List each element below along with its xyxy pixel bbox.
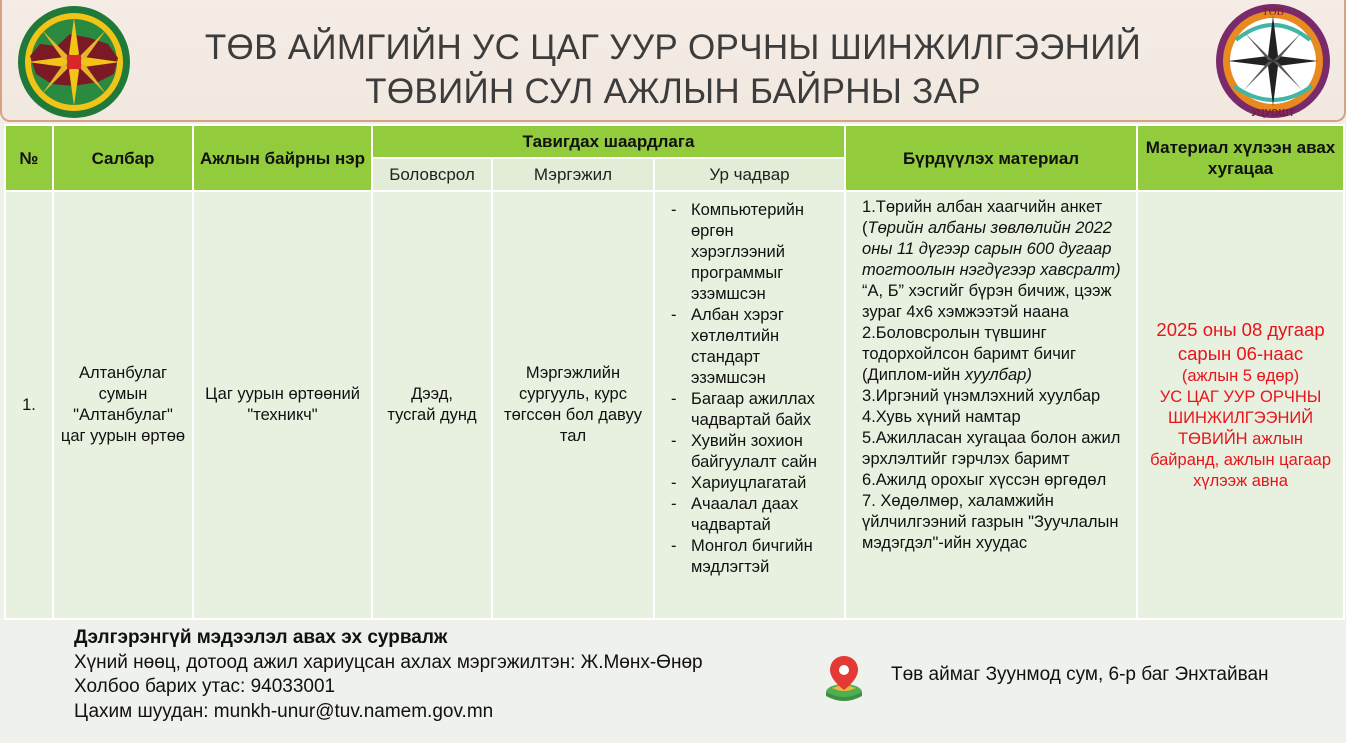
title-line-1: ТӨВ АЙМГИЙН УС ЦАГ УУР ОРЧНЫ ШИНЖИЛГЭЭНИЙ <box>204 28 1142 67</box>
skill-item: - Багаар ажиллах чадвартай байх <box>671 389 832 431</box>
document-item-3: 3.Иргэний үнэмлэхний хуулбар <box>862 387 1101 405</box>
logo-bottom-text: УЦУОШТ <box>1251 108 1295 119</box>
document-item-6: 6.Ажилд орохыг хүссэн өргөдөл <box>862 471 1107 489</box>
row-profession: Мэргэжлийн сургууль, курс төгссөн бол давуу тал <box>492 191 654 619</box>
deadline-date: 2025 оны 08 дугаар <box>1156 319 1325 340</box>
contact-email: Цахим шуудан: munkh-unur@tuv.namem.gov.mn <box>74 700 494 722</box>
row-deadline <box>1137 191 1344 619</box>
deadline-duration: (ажлын 5 өдөр) <box>1181 367 1300 385</box>
header-requirements: Тавигдах шаардлага <box>372 125 845 158</box>
documents-list <box>852 197 1130 554</box>
contact-heading: Дэлгэрэнгүй мэдээлэл авах эх сурвалж <box>74 627 448 648</box>
page-title <box>150 26 1196 114</box>
skill-item: - Монгол бичгийн мэдлэгтэй <box>671 536 832 578</box>
logo-top-text: ТӨВ <box>1262 6 1284 18</box>
title-line-2: ТӨВИЙН СУЛ АЖЛЫН БАЙРНЫ ЗАР <box>365 72 981 111</box>
deadline-start: сарын 06-наас <box>1177 343 1304 364</box>
skill-item: - Хариуцлагатай <box>671 473 832 494</box>
row-skills <box>654 191 845 619</box>
contact-info <box>74 626 703 724</box>
skill-item: - Албан хэрэг хөтлөлтийн стандарт эзэмшсэн <box>671 305 832 389</box>
row-documents <box>845 191 1137 619</box>
header-profession: Мэргэжил <box>492 158 654 191</box>
header-deadline: Материал хүлээн авах хугацаа <box>1137 125 1344 191</box>
compass-rose-icon <box>1212 2 1334 120</box>
document-item-4: 4.Хувь хүний намтар <box>862 408 1021 426</box>
contact-person: Хүний нөөц, дотоод ажил хариуцсан ахлах мэргэжилтэн: Ж.Мөнх-Өнөр <box>74 651 703 673</box>
contact-phone: Холбоо барих утас: 94033001 <box>74 676 336 697</box>
skill-item: - Ачаалал даах чадвартай <box>671 494 832 536</box>
header-branch: Салбар <box>53 125 193 191</box>
header-skills: Ур чадвар <box>654 158 845 191</box>
row-position: Цаг уурын өртөөний "техникч" <box>193 191 372 619</box>
header-position: Ажлын байрны нэр <box>193 125 372 191</box>
document-item-1: 1.Төрийн албан хаагчийн анкет (Төрийн албаны зөвлөлийн 2022 оны 11 дүгээр сарын 600 дугаар тогтоолын нэгдүгээр хавсралт) “А, Б” хэсгийг бүрэн бичиж, цээж зураг 4х6 хэмжээтэй наана <box>862 198 1121 321</box>
province-emblem-icon <box>12 4 136 120</box>
education-line-1: Дээд, <box>411 385 453 403</box>
header-number: № <box>5 125 53 191</box>
vacancy-table <box>4 124 1345 620</box>
document-item-7: 7. Хөдөлмөр, халамжийн үйлчилгээний газрын "Зуучлалын мэдэгдэл"-ийн хуудас <box>862 492 1119 552</box>
address-text: Төв аймаг Зуунмод сум, 6-р баг Энхтайван <box>891 664 1269 685</box>
skill-item: - Хувийн зохион байгуулалт сайн <box>671 431 832 473</box>
document-item-2: 2.Боловсролын түвшинг тодорхойлсон баримт бичиг (Диплом-ийн хуулбар) <box>862 324 1077 384</box>
header-documents: Бүрдүүлэх материал <box>845 125 1137 191</box>
row-number: 1. <box>5 191 53 619</box>
header-education: Боловсрол <box>372 158 492 191</box>
row-branch: Алтанбулаг сумын "Алтанбулаг" цаг уурын өртөө <box>53 191 193 619</box>
map-pin-icon <box>824 654 864 702</box>
skill-item: - Компьютерийн өргөн хэрэглээний программыг эзэмшсэн <box>671 200 832 305</box>
education-line-2: тусгай дунд <box>387 406 477 424</box>
document-item-5: 5.Ажилласан хугацаа болон ажил эрхлэлтийг гэрчлэх баримт <box>862 429 1121 468</box>
row-education <box>372 191 492 619</box>
deadline-place: УС ЦАГ УУР ОРЧНЫ ШИНЖИЛГЭЭНИЙ ТӨВИЙН ажлын байранд, ажлын цагаар хүлээж авна <box>1150 388 1331 490</box>
skills-list <box>661 200 838 578</box>
table-row <box>5 191 1344 619</box>
